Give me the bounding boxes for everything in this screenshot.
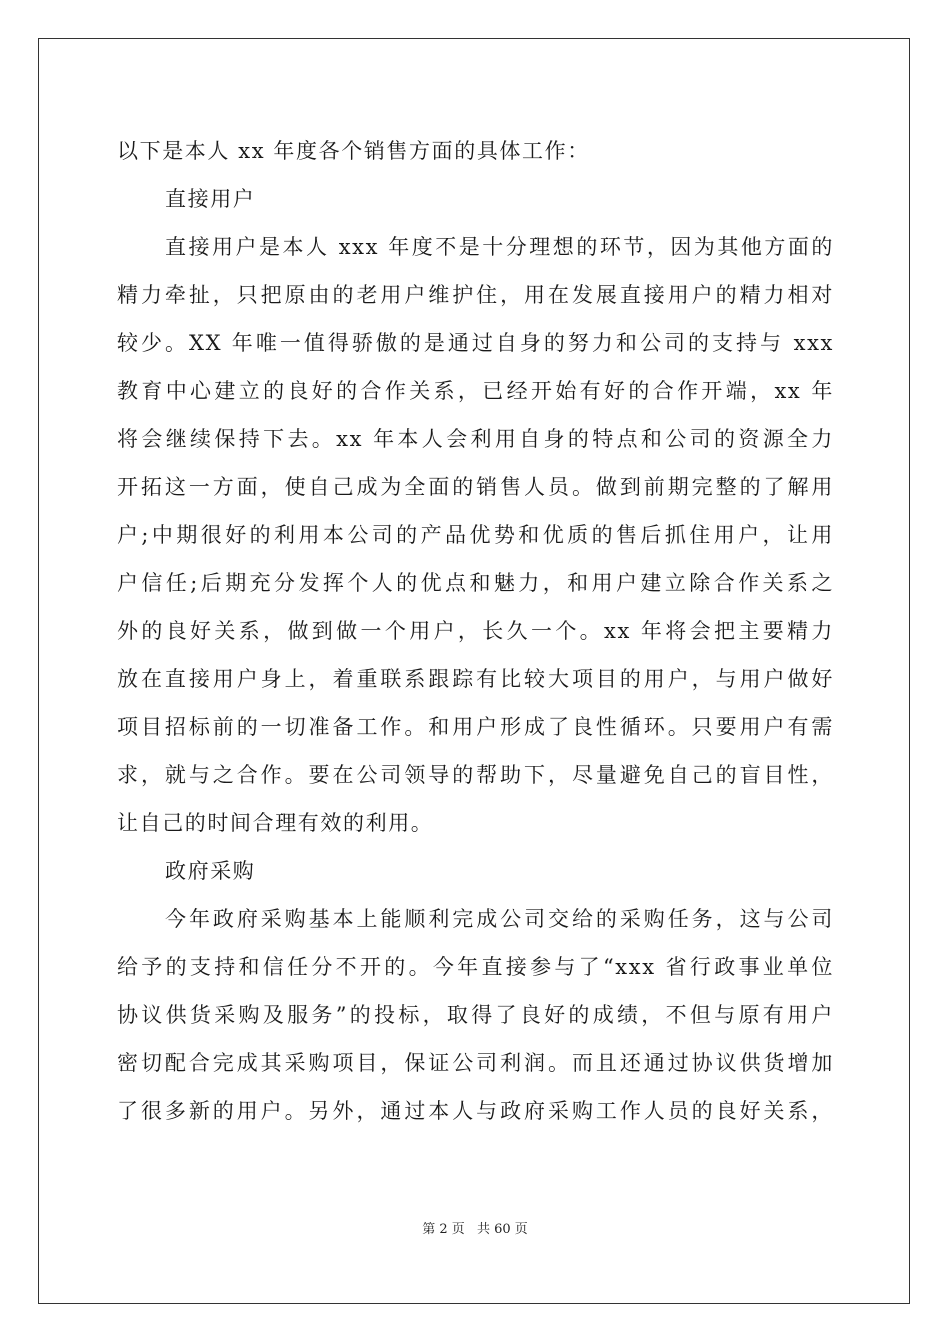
- paragraph-line: 了很多新的用户。另外，通过本人与政府采购工作人员的良好关系，: [117, 1099, 834, 1123]
- paragraph-line: 放在直接用户身上，着重联系跟踪有比较大项目的用户，与用户做好: [117, 667, 834, 691]
- section-heading-direct-users: 直接用户: [165, 187, 256, 211]
- paragraph-line: 户信任;后期充分发挥个人的优点和魅力，和用户建立除合作关系之: [117, 571, 834, 595]
- paragraph-line: 今年政府采购基本上能顺利完成公司交给的采购任务，这与公司: [165, 907, 834, 931]
- paragraph-line: 直接用户是本人 xxx 年度不是十分理想的环节，因为其他方面的: [165, 235, 834, 259]
- intro-line: 以下是本人 xx 年度各个销售方面的具体工作：: [117, 139, 590, 163]
- paragraph-line: 给予的支持和信任分不开的。今年直接参与了“xxx 省行政事业单位: [117, 955, 834, 979]
- section-heading-government-procurement: 政府采购: [165, 859, 256, 883]
- paragraph-line: 开拓这一方面，使自己成为全面的销售人员。做到前期完整的了解用: [117, 475, 834, 499]
- paragraph-line: 密切配合完成其采购项目，保证公司利润。而且还通过协议供货增加: [117, 1051, 834, 1075]
- paragraph-line: 户;中期很好的利用本公司的产品优势和优质的售后抓住用户，让用: [117, 523, 834, 547]
- paragraph-line: 精力牵扯，只把原由的老用户维护住，用在发展直接用户的精力相对: [117, 283, 834, 307]
- paragraph-line: 教育中心建立的良好的合作关系，已经开始有好的合作开端，xx 年: [117, 379, 834, 403]
- paragraph-line: 将会继续保持下去。xx 年本人会利用自身的特点和公司的资源全力: [117, 427, 834, 451]
- paragraph-line: 外的良好关系，做到做一个用户，长久一个。xx 年将会把主要精力: [117, 619, 834, 643]
- total-pages-label: 共 60 页: [476, 1222, 528, 1237]
- paragraph-line: 求，就与之合作。要在公司领导的帮助下，尽量避免自己的盲目性，: [117, 763, 834, 787]
- paragraph-line: 项目招标前的一切准备工作。和用户形成了良性循环。只要用户有需: [117, 715, 834, 739]
- document-body: [117, 127, 834, 1135]
- paragraph-line: 较少。XX 年唯一值得骄傲的是通过自身的努力和公司的支持与 xxx: [117, 331, 834, 355]
- paragraph-line: 协议供货采购及服务”的投标，取得了良好的成绩，不但与原有用户: [117, 1003, 834, 1027]
- current-page-label: 第 2 页: [422, 1222, 465, 1237]
- paragraph-line: 让自己的时间合理有效的利用。: [117, 811, 434, 835]
- page-footer: [0, 1218, 950, 1237]
